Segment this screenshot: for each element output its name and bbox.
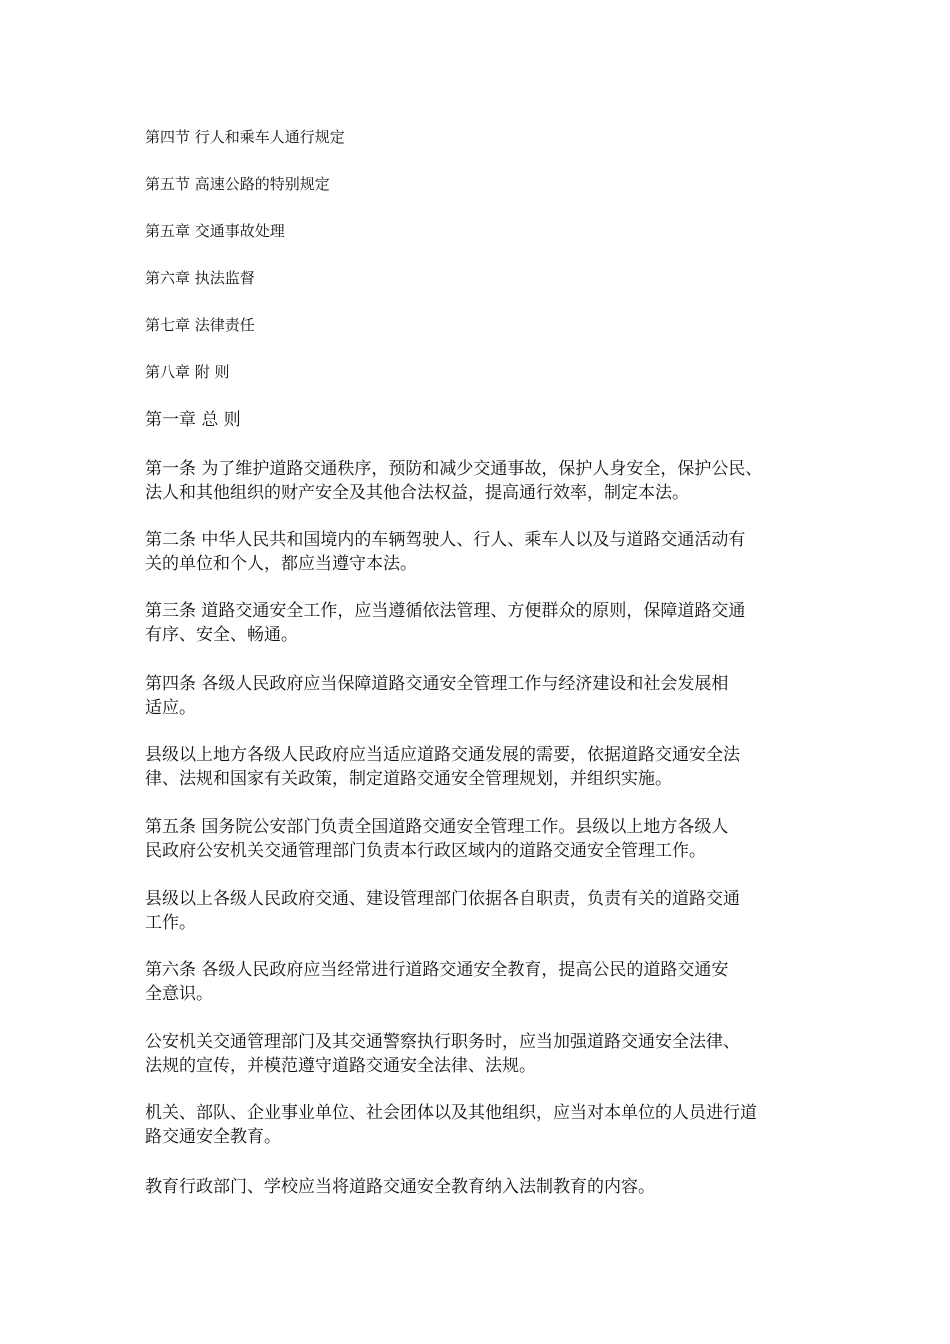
- paragraph-line: 工作。: [145, 913, 196, 933]
- toc-line: 第五章 交通事故处理: [145, 222, 285, 240]
- toc-line: 第四节 行人和乘车人通行规定: [145, 128, 345, 146]
- paragraph-line: 关的单位和个人，都应当遵守本法。: [145, 554, 417, 574]
- paragraph-line: 县级以上各级人民政府交通、建设管理部门依据各自职责，负责有关的道路交通: [145, 889, 740, 909]
- paragraph-line: 公安机关交通管理部门及其交通警察执行职务时，应当加强道路交通安全法律、: [145, 1032, 740, 1052]
- paragraph-line: 法规的宣传，并模范遵守道路交通安全法律、法规。: [145, 1056, 536, 1076]
- toc-line: 第六章 执法监督: [145, 269, 255, 287]
- paragraph-line: 教育行政部门、学校应当将道路交通安全教育纳入法制教育的内容。: [145, 1177, 655, 1197]
- toc-line: 第八章 附 则: [145, 363, 230, 381]
- chapter-heading: 第一章 总 则: [145, 410, 241, 430]
- paragraph-line: 县级以上地方各级人民政府应当适应道路交通发展的需要，依据道路交通安全法: [145, 745, 740, 765]
- paragraph-line: 有序、安全、畅通。: [145, 625, 298, 645]
- paragraph-line: 机关、部队、企业事业单位、社会团体以及其他组织，应当对本单位的人员进行道: [145, 1103, 757, 1123]
- paragraph-line: 第三条 道路交通安全工作，应当遵循依法管理、方便群众的原则，保障道路交通: [145, 601, 746, 621]
- paragraph-line: 第六条 各级人民政府应当经常进行道路交通安全教育，提高公民的道路交通安: [145, 960, 729, 980]
- paragraph-line: 民政府公安机关交通管理部门负责本行政区域内的道路交通安全管理工作。: [145, 841, 706, 861]
- paragraph-line: 第四条 各级人民政府应当保障道路交通安全管理工作与经济建设和社会发展相: [145, 674, 729, 694]
- paragraph-line: 第五条 国务院公安部门负责全国道路交通安全管理工作。县级以上地方各级人: [145, 817, 729, 837]
- paragraph-line: 全意识。: [145, 984, 213, 1004]
- paragraph-line: 路交通安全教育。: [145, 1127, 281, 1147]
- toc-line: 第七章 法律责任: [145, 316, 255, 334]
- toc-line: 第五节 高速公路的特别规定: [145, 175, 330, 193]
- paragraph-line: 律、法规和国家有关政策，制定道路交通安全管理规划，并组织实施。: [145, 769, 672, 789]
- paragraph-line: 适应。: [145, 698, 196, 718]
- paragraph-line: 法人和其他组织的财产安全及其他合法权益，提高通行效率，制定本法。: [145, 483, 689, 503]
- paragraph-line: 第一条 为了维护道路交通秩序，预防和减少交通事故，保护人身安全，保护公民、: [145, 459, 763, 479]
- paragraph-line: 第二条 中华人民共和国境内的车辆驾驶人、行人、乘车人以及与道路交通活动有: [145, 530, 746, 550]
